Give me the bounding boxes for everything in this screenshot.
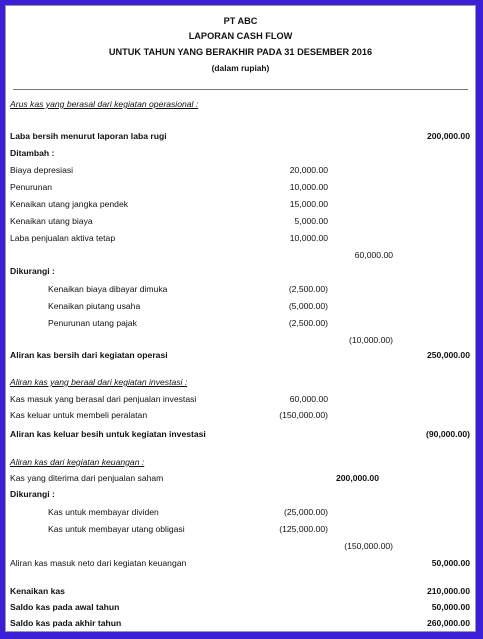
kenaikan-kas-value: 210,000.00: [426, 586, 470, 596]
investasi-item-value: (150,000.00): [279, 410, 328, 420]
report-unit: (dalam rupiah): [211, 63, 270, 73]
ditambah-item-value: 5,000.00: [294, 216, 328, 226]
dikurangi-total: (10,000.00): [349, 335, 393, 345]
saldo-awal-label: Saldo kas pada awal tahun: [10, 602, 120, 612]
ditambah-label: Ditambah :: [10, 148, 55, 158]
dikurangi-item-label: Kenaikan biaya dibayar dimuka: [48, 284, 168, 294]
keuangan-net-value: 50,000.00: [431, 558, 470, 568]
keuangan-net-label: Aliran kas masuk neto dari kegiatan keuangan: [10, 558, 187, 568]
keuangan-dikurangi-item-value: (25,000.00): [284, 507, 328, 517]
dikurangi-item-value: (5,000.00): [288, 301, 328, 311]
company-name: PT ABC: [223, 16, 258, 26]
report-title: LAPORAN CASH FLOW: [188, 31, 293, 41]
header-divider: [13, 89, 468, 90]
report-period: UNTUK TAHUN YANG BERAKHIR PADA 31 DESEMBER 2016: [108, 47, 373, 57]
investasi-net-value: (90,000.00): [426, 429, 470, 439]
kenaikan-kas-label: Kenaikan kas: [10, 586, 65, 596]
ditambah-item-value: 10,000.00: [289, 233, 328, 243]
laba-bersih-label: Laba bersih menurut laporan laba rugi: [10, 131, 167, 141]
investasi-net-label: Aliran kas keluar besih untuk kegiatan investasi: [10, 429, 206, 439]
section-heading-operasional: Arus kas yang berasal dari kegiatan operasional :: [10, 99, 199, 109]
saldo-akhir-value: 260,000.00: [426, 618, 470, 628]
keuangan-dikurangi-item-value: (125,000.00): [279, 524, 328, 534]
saham-value: 200,000.00: [335, 473, 379, 483]
ditambah-item-label: Kenaikan utang biaya: [10, 216, 93, 226]
dikurangi-label: Dikurangi :: [10, 266, 55, 276]
ditambah-item-value: 10,000.00: [289, 182, 328, 192]
saldo-awal-value: 50,000.00: [431, 602, 470, 612]
section-heading-keuangan: Aliran kas dari kegiatan keuangan :: [10, 457, 145, 467]
dikurangi-item-label: Kenaikan piutang usaha: [48, 301, 141, 311]
dikurangi-item-value: (2,500.00): [288, 284, 328, 294]
ditambah-total: 60,000.00: [354, 250, 393, 260]
keuangan-dikurangi-item-label: Kas untuk membayar dividen: [48, 507, 159, 517]
investasi-item-label: Kas masuk yang berasal dari penjualan investasi: [10, 394, 197, 404]
ditambah-item-label: Biaya depresiasi: [10, 165, 74, 175]
saldo-akhir-label: Saldo kas pada akhir tahun: [10, 618, 122, 628]
investasi-item-value: 60,000.00: [289, 394, 328, 404]
ditambah-item-label: Kenaikan utang jangka pendek: [10, 199, 129, 209]
ditambah-item-label: Penurunan: [10, 182, 53, 192]
dikurangi-item-label: Penurunan utang pajak: [48, 318, 137, 328]
keuangan-dikurangi-item-label: Kas untuk membayar utang obligasi: [48, 524, 185, 534]
investasi-item-label: Kas keluar untuk membeli peralatan: [10, 410, 148, 420]
ditambah-item-value: 15,000.00: [289, 199, 328, 209]
dikurangi-item-value: (2,500.00): [288, 318, 328, 328]
operasi-net-value: 250,000.00: [426, 350, 470, 360]
cash-flow-document: [5, 5, 476, 632]
keuangan-dikurangi-label: Dikurangi :: [10, 489, 55, 499]
section-heading-investasi: Aliran kas yang beraal dari kegiatan investasi :: [10, 377, 188, 387]
ditambah-item-label: Laba penjualan aktiva tetap: [10, 233, 116, 243]
ditambah-item-value: 20,000.00: [289, 165, 328, 175]
operasi-net-label: Aliran kas bersih dari kegiatan operasi: [10, 350, 168, 360]
saham-label: Kas yang diterima dari penjualan saham: [10, 473, 164, 483]
keuangan-dikurangi-total: (150,000.00): [344, 541, 393, 551]
laba-bersih-value: 200,000.00: [426, 131, 470, 141]
